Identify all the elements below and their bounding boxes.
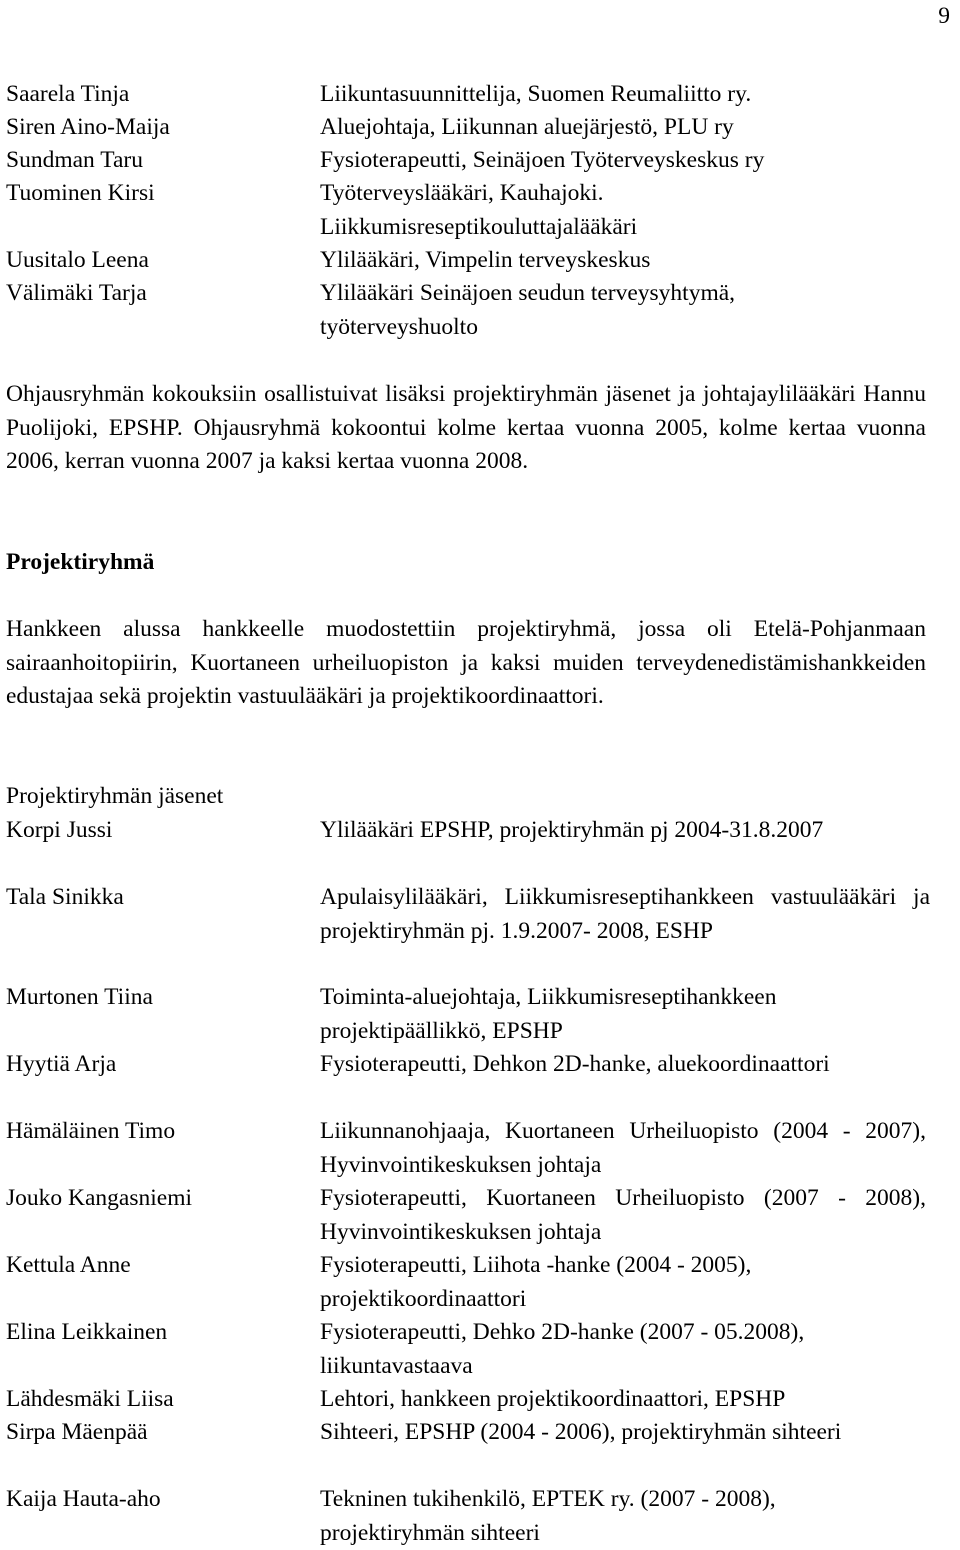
member-role: Apulaisylilääkäri, Liikkumisreseptihankkeen vastuulääkäri ja projektiryhmän pj. 1.9.2007- 2008, ESHP <box>320 884 930 944</box>
member-name: Tala Sinikka <box>6 884 124 910</box>
project-paragraph: Hankkeen alussa hankkeelle muodostettiin projektiryhmä, jossa oli Etelä-Pohjanmaan sairaanhoitopiirin, Kuortaneen urheiluopiston ja kaksi muiden terveydenedistämishankkeiden edustajaa sekä projektin vastuulääkäri ja projektikoordinaattori. <box>6 616 926 709</box>
page-number: 9 <box>938 3 950 29</box>
member-name: Välimäki Tarja <box>6 280 147 306</box>
member-name: Kaija Hauta-aho <box>6 1486 161 1512</box>
member-role: Fysioterapeutti, Kuortaneen Urheiluopisto (2007 - 2008), Hyvinvointikeskuksen johtaja <box>320 1185 926 1245</box>
member-role: Aluejohtaja, Liikunnan aluejärjestö, PLU ry <box>320 114 734 140</box>
member-name: Hämäläinen Timo <box>6 1118 176 1144</box>
member-role: Sihteeri, EPSHP (2004 - 2006), projektiryhmän sihteeri <box>320 1419 842 1445</box>
member-name: Uusitalo Leena <box>6 247 149 273</box>
member-name: Jouko Kangasniemi <box>6 1185 193 1211</box>
member-role: Fysioterapeutti, Seinäjoen Työterveyskeskus ry <box>320 147 765 173</box>
member-role: Ylilääkäri Seinäjoen seudun terveysyhtymä, työterveyshuolto <box>320 280 736 340</box>
member-name: Kettula Anne <box>6 1252 131 1278</box>
member-name: Lähdesmäki Liisa <box>6 1386 174 1412</box>
member-role: Ylilääkäri EPSHP, projektiryhmän pj 2004-31.8.2007 <box>320 817 824 843</box>
member-name: Siren Aino-Maija <box>6 114 170 140</box>
members-heading: Projektiryhmän jäsenet <box>6 783 224 809</box>
section-heading: Projektiryhmä <box>6 549 155 575</box>
member-role: Työterveyslääkäri, Kauhajoki. Liikkumisreseptikouluttajalääkäri <box>320 180 638 240</box>
member-name: Hyytiä Arja <box>6 1051 117 1077</box>
member-role: Lehtori, hankkeen projektikoordinaattori, EPSHP <box>320 1386 786 1412</box>
member-name: Sundman Taru <box>6 147 143 173</box>
member-name: Saarela Tinja <box>6 81 130 107</box>
steering-paragraph: Ohjausryhmän kokouksiin osallistuivat lisäksi projektiryhmän jäsenet ja johtajaylilääkäri Hannu Puolijoki, EPSHP. Ohjausryhmä kokoontui kolme kertaa vuonna 2005, kolme kertaa vuonna 2006, kerran vuonna 2007 ja kaksi kertaa vuonna 2008. <box>6 381 926 474</box>
member-name: Murtonen Tiina <box>6 984 153 1010</box>
member-role: Ylilääkäri, Vimpelin terveyskeskus <box>320 247 651 273</box>
member-role: Liikuntasuunnittelija, Suomen Reumaliitto ry. <box>320 81 752 107</box>
member-name: Sirpa Mäenpää <box>6 1419 148 1445</box>
member-name: Elina Leikkainen <box>6 1319 168 1345</box>
member-role: Liikunnanohjaaja, Kuortaneen Urheiluopisto (2004 - 2007), Hyvinvointikeskuksen johtaja <box>320 1118 926 1178</box>
member-name: Korpi Jussi <box>6 817 113 843</box>
member-role: Fysioterapeutti, Dehkon 2D-hanke, aluekoordinaattori <box>320 1051 830 1077</box>
member-role: Toiminta-aluejohtaja, Liikkumisreseptihankkeen projektipäällikkö, EPSHP <box>320 984 777 1044</box>
member-name: Tuominen Kirsi <box>6 180 155 206</box>
member-role: Tekninen tukihenkilö, EPTEK ry. (2007 - 2008), projektiryhmän sihteeri <box>320 1486 776 1546</box>
member-role: Fysioterapeutti, Liihota -hanke (2004 - 2005), projektikoordinaattori <box>320 1252 752 1312</box>
member-role: Fysioterapeutti, Dehko 2D-hanke (2007 - 05.2008), liikuntavastaava <box>320 1319 805 1379</box>
